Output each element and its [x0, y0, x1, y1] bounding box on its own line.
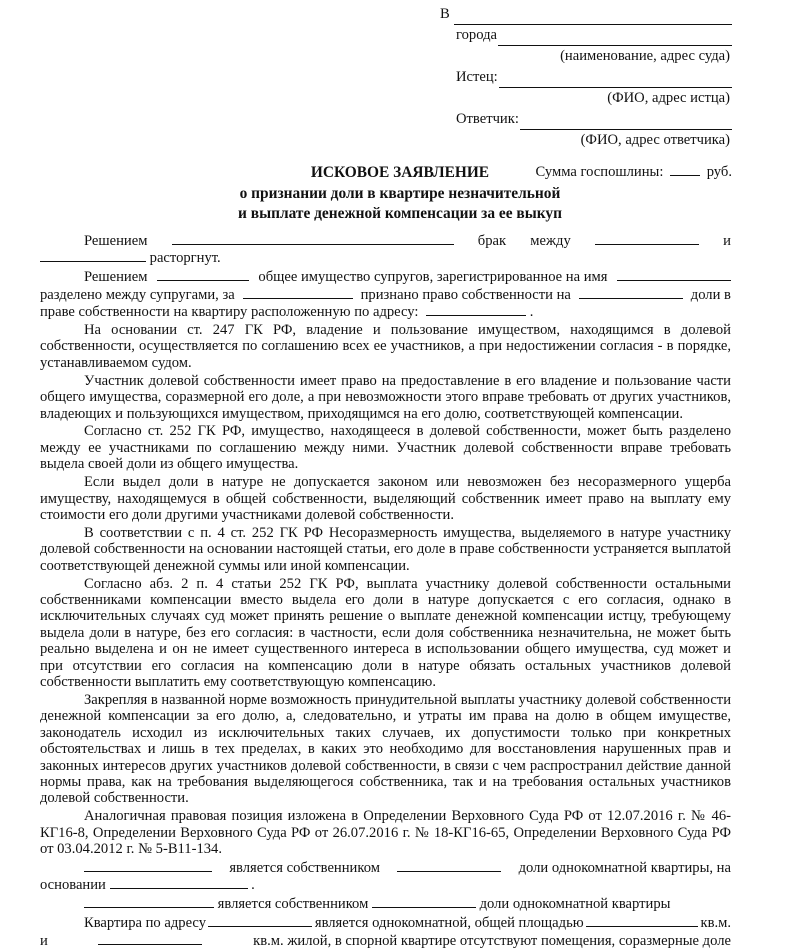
court-decision-blank: [172, 232, 454, 245]
text-fragment: разделено между супругами, за: [40, 286, 235, 303]
paragraph-art-252-abz2: Согласно абз. 2 п. 4 статьи 252 ГК РФ, выплата участнику долевой собственности остальными собственниками компенсации вместо выдела его доли в натуре допускается с его согласия, однако в исключительных случаях суд может принять решение о выплате денежной компенсации истцу, требующему выдела доли в натуре, без его согласия: в частности, если доля собственника незначительна, не может быть реально выделена и он не имеет существенного интереса в использовании общего имущества, суд может и при отсутствии его согласия на компенсацию доли в натуре обязать остальных участников долевой собственности выплатить ему соответствующую компенсацию.: [40, 575, 731, 691]
text-fragment: Решением: [84, 233, 148, 249]
plaintiff-label: Истец:: [456, 69, 498, 85]
text-fragment: является собственником: [229, 860, 380, 877]
text-fragment: и: [723, 233, 731, 249]
paragraph-supreme-court-practice: Аналогичная правовая позиция изложена в Определении Верховного Суда РФ от 12.07.2016 г. № 46-КГ16-8, Определении Верховного Суда РФ от 26.07.2016 г. № 18-КГ16-65, Определении Верховного Суда РФ от 03.04.2012 г. № 5-В11-134.: [40, 808, 731, 858]
owner-2-name-blank: [84, 895, 214, 908]
spouse-1-blank: [595, 232, 699, 245]
defendant-label: Ответчик:: [456, 111, 519, 127]
text-fragment: кв.м.: [700, 915, 731, 932]
paragraph-art-247: На основании ст. 247 ГК РФ, владение и пользование имуществом, находящимся в долевой собственности, осуществляется по соглашению всех ее участников, а при недостижении согласия - в порядке, устанавливаемом судом.: [40, 322, 731, 371]
paragraph-divorce-line-1: [40, 232, 731, 249]
city-blank: [498, 30, 732, 46]
addressee-block: [440, 4, 732, 183]
fee-label: Сумма госпошлины:: [535, 164, 664, 180]
paragraph-share-allocation: Если выдел доли в натуре не допускается законом или невозможен без несоразмерного ущерба имуществу, находящемуся в общей собственности, выделяющий собственник имеет право на выплату ему стоимости его доли другими участниками долевой собственности.: [40, 474, 731, 523]
registered-owner-blank: [617, 268, 731, 281]
text-fragment: Квартира по адресу: [84, 915, 207, 932]
living-area-blank: [98, 932, 202, 945]
text-fragment: основании: [40, 877, 106, 894]
text-fragment: доли однокомнатной квартиры, на: [518, 860, 731, 877]
court-line: [440, 4, 732, 25]
paragraph-property-division-line-1: [40, 268, 731, 285]
text-fragment: общее имущество супругов, зарегистрированное на имя: [258, 269, 608, 286]
text-fragment: Решением: [84, 269, 148, 286]
share-blank: [579, 286, 683, 299]
paragraph-legislator-intent: Закрепляя в названной норме возможность принудительной выплаты участнику долевой собственности денежной компенсации за его долю, а, следовательно, и утраты им права на долю в общем имуществе, законодатель исходил из исключительных таких случаев, их допустимости только при конкретных обстоятельствах и лишь в тех пределах, в каких это необходимо для восстановления нарушенных прав и законных интересов других участников долевой собственности, в связи с чем распространил действие данной нормы права, как на требования выделяющегося собственника, так и на требования остальных участников долевой собственности.: [40, 691, 731, 807]
paragraph-apartment: [40, 914, 731, 949]
text-fragment: признано право собственности на: [360, 286, 571, 303]
text-fragment: является однокомнатной, общей площадью: [314, 915, 584, 932]
text-fragment: и: [40, 932, 48, 949]
paragraph-apartment-line-1: [40, 914, 731, 931]
title-line-2: о признании доли в квартире незначительной: [239, 184, 561, 202]
plaintiff-caption: (ФИО, адрес истца): [607, 90, 730, 106]
title-line-1: ИСКОВОЕ ЗАЯВЛЕНИЕ: [310, 164, 490, 181]
court-blank: [454, 9, 732, 25]
owner-2-share-blank: [372, 895, 476, 908]
text-fragment: кв.м. жилой, в спорной квартире отсутствуют помещения, соразмерные доле: [253, 932, 731, 949]
paragraph-compensation-right: Участник долевой собственности имеет право на предоставление в его владение и пользование части общего имущества, соразмерной его доле, а при невозможности этого вправе требовать от других участников, владеющих и пользующихся имуществом, приходящимся на его долю, соответствующей компенсации.: [40, 372, 731, 422]
paragraph-property-division: [40, 268, 731, 320]
paragraph-art-252-p4: В соответствии с п. 4 ст. 252 ГК РФ Несоразмерность имущества, выделяемого в натуре участнику долевой собственности на основании настоящей статьи, его доле в праве собственности устраняется выплатой соответствующей денежной суммы или иной компенсации.: [40, 524, 731, 574]
defendant-line: [440, 109, 732, 130]
court-caption: (наименование, адрес суда): [560, 48, 730, 64]
city-line: [440, 25, 732, 46]
owner-1-name-blank: [84, 859, 212, 872]
text-fragment: доли однокомнатной квартиры: [479, 896, 671, 913]
text-fragment: расторгнут.: [149, 250, 221, 267]
claim-body: [40, 232, 731, 949]
text-fragment: между: [530, 233, 571, 249]
text-fragment: доли в: [690, 286, 731, 303]
plaintiff-line: [440, 67, 732, 88]
address-blank: [426, 303, 526, 316]
text-fragment: праве собственности на квартиру расположенную по адресу:: [40, 304, 419, 321]
paragraph-divorce-line-2: [40, 249, 731, 266]
division-decision-blank: [157, 268, 249, 281]
court-prefix: В: [440, 6, 450, 22]
text-fragment: .: [529, 304, 534, 321]
defendant-caption: (ФИО, адрес ответчика): [580, 132, 730, 148]
text-fragment: является собственником: [217, 896, 369, 913]
paragraph-property-division-line-3: [40, 303, 731, 320]
paragraph-owner-1: [40, 859, 731, 894]
paragraph-owner-1-line-2: [40, 876, 731, 893]
text-fragment: .: [251, 877, 255, 894]
owner-1-share-blank: [397, 859, 501, 872]
paragraph-owner-2: [40, 895, 731, 912]
city-label: города: [456, 27, 497, 43]
title-line-3: и выплате денежной компенсации за ее выкуп: [238, 205, 562, 222]
spouse-2-blank: [40, 249, 146, 262]
defendant-blank: [520, 114, 732, 130]
paragraph-property-division-line-2: [40, 286, 731, 303]
paragraph-art-252: Согласно ст. 252 ГК РФ, имущество, находящееся в долевой собственности, может быть разделено между ее участниками по соглашению между ними. Участник долевой собственности вправе требовать выдела своей доли из общего имущества.: [40, 423, 731, 473]
plaintiff-blank: [499, 72, 732, 88]
owner-blank: [243, 286, 353, 299]
paragraph-apartment-line-2: [40, 932, 731, 949]
text-fragment: брак: [477, 233, 507, 249]
owner-1-basis-blank: [110, 876, 248, 889]
paragraph-divorce: [40, 232, 731, 267]
paragraph-owner-1-line-1: [40, 859, 731, 876]
document-title: [60, 163, 740, 225]
fee-unit: руб.: [706, 164, 732, 180]
